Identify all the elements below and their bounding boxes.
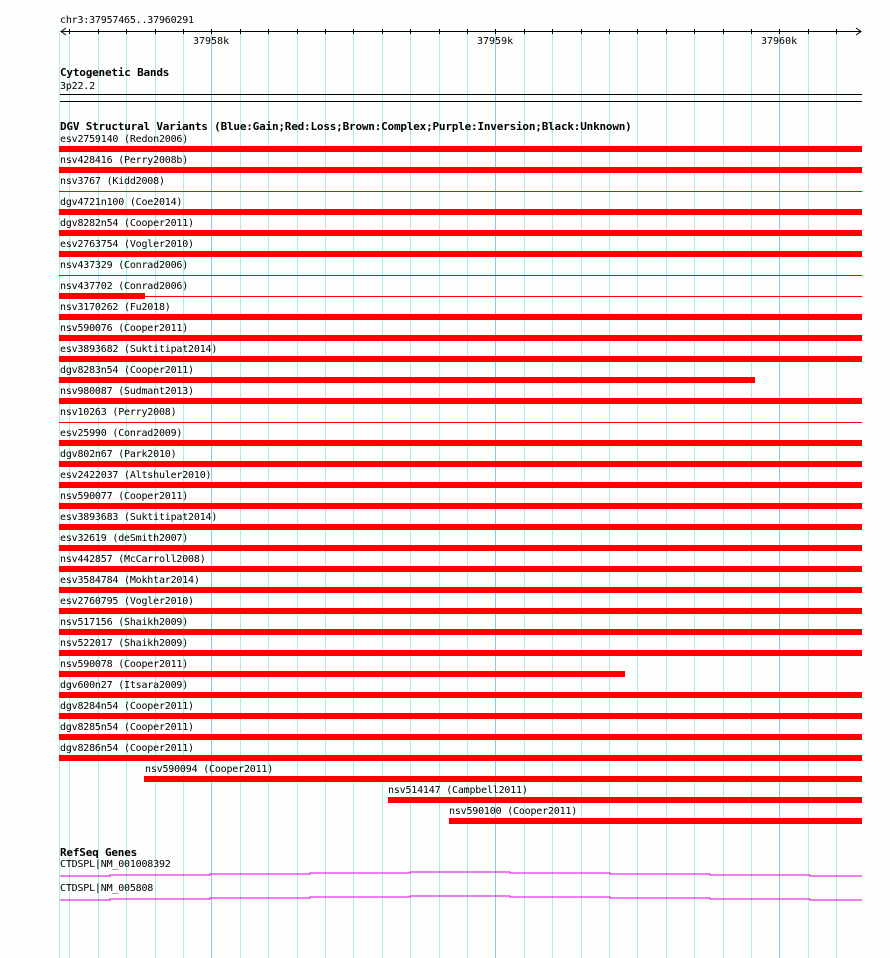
variant-bar[interactable] <box>388 797 862 803</box>
variant-bar[interactable] <box>59 209 862 215</box>
variant-line[interactable] <box>59 191 862 192</box>
variant-label[interactable]: nsv10263 (Perry2008) <box>60 407 177 418</box>
variant-bar[interactable] <box>59 587 862 593</box>
variant-label[interactable]: dgv8285n54 (Cooper2011) <box>60 722 194 733</box>
gene-label[interactable]: CTDSPL|NM_005808 <box>60 883 154 894</box>
variant-label[interactable]: nsv590077 (Cooper2011) <box>60 491 189 502</box>
cytoband-bar-bottom <box>60 101 862 102</box>
variant-bar[interactable] <box>59 461 862 467</box>
variant-bar[interactable] <box>59 713 862 719</box>
gene-model[interactable] <box>0 869 890 881</box>
variant-bar[interactable] <box>59 608 862 614</box>
gene-intron-line[interactable] <box>60 872 862 876</box>
variant-label[interactable]: esv32619 (deSmith2007) <box>60 533 189 544</box>
variant-label[interactable]: esv2760795 (Vogler2010) <box>60 596 194 607</box>
gene-label[interactable]: CTDSPL|NM_001008392 <box>60 859 171 870</box>
variant-bar[interactable] <box>59 629 862 635</box>
variant-label[interactable]: dgv4721n100 (Coe2014) <box>60 197 183 208</box>
variant-label[interactable]: nsv428416 (Perry2008b) <box>60 155 189 166</box>
variant-label[interactable]: esv3584784 (Mokhtar2014) <box>60 575 200 586</box>
variant-bar[interactable] <box>59 482 862 488</box>
variant-label[interactable]: nsv590076 (Cooper2011) <box>60 323 189 334</box>
variant-bar[interactable] <box>59 440 862 446</box>
refseq-track-title[interactable]: RefSeq Genes <box>60 846 138 859</box>
variant-bar[interactable] <box>59 734 862 740</box>
cytoband-bar-top <box>60 94 862 95</box>
variant-label[interactable]: nsv590100 (Cooper2011) <box>449 806 578 817</box>
variant-bar[interactable] <box>59 146 862 152</box>
variant-bar[interactable] <box>59 335 862 341</box>
variant-label[interactable]: nsv590078 (Cooper2011) <box>60 659 189 670</box>
location-label: chr3:37957465..37960291 <box>60 15 194 26</box>
ruler-label: 37959k <box>477 36 514 47</box>
variant-label[interactable]: nsv442857 (McCarroll2008) <box>60 554 206 565</box>
cytoband-track-title[interactable]: Cytogenetic Bands <box>60 66 170 79</box>
variant-bar[interactable] <box>59 524 862 530</box>
variant-bar[interactable] <box>59 377 755 383</box>
variant-label[interactable]: dgv8284n54 (Cooper2011) <box>60 701 194 712</box>
variant-label[interactable]: nsv980087 (Sudmant2013) <box>60 386 194 397</box>
ruler-label: 37960k <box>761 36 798 47</box>
variant-bar[interactable] <box>59 293 145 299</box>
variant-label[interactable]: nsv517156 (Shaikh2009) <box>60 617 189 628</box>
ruler[interactable] <box>0 0 890 60</box>
variant-bar[interactable] <box>449 818 862 824</box>
variant-label[interactable]: nsv3170262 (Fu2018) <box>60 302 171 313</box>
variant-label[interactable]: nsv522017 (Shaikh2009) <box>60 638 189 649</box>
variant-label[interactable]: esv2763754 (Vogler2010) <box>60 239 194 250</box>
variant-label[interactable]: esv25990 (Conrad2009) <box>60 428 183 439</box>
variant-line[interactable] <box>59 422 862 423</box>
variant-bar[interactable] <box>59 398 862 404</box>
variant-label[interactable]: esv3893683 (Suktitipat2014) <box>60 512 218 523</box>
variant-label[interactable]: dgv8283n54 (Cooper2011) <box>60 365 194 376</box>
variant-bar[interactable] <box>59 545 862 551</box>
variant-label[interactable]: nsv590094 (Cooper2011) <box>145 764 274 775</box>
variant-bar[interactable] <box>144 776 862 782</box>
variant-bar[interactable] <box>59 356 862 362</box>
variant-label[interactable]: nsv3767 (Kidd2008) <box>60 176 165 187</box>
variant-line[interactable] <box>59 296 862 297</box>
variant-bar[interactable] <box>59 167 862 173</box>
variant-label[interactable]: esv2422037 (Altshuler2010) <box>60 470 212 481</box>
variant-label[interactable]: esv3893682 (Suktitipat2014) <box>60 344 218 355</box>
variant-label[interactable]: nsv514147 (Campbell2011) <box>388 785 528 796</box>
cytoband-label: 3p22.2 <box>60 81 95 92</box>
gene-model[interactable] <box>0 893 890 905</box>
variant-label[interactable]: esv2759140 (Redon2006) <box>60 134 189 145</box>
variant-label[interactable]: nsv437329 (Conrad2006) <box>60 260 189 271</box>
variant-bar[interactable] <box>59 671 625 677</box>
variant-bar[interactable] <box>59 755 862 761</box>
variant-line[interactable] <box>59 275 862 276</box>
variant-bar[interactable] <box>59 650 862 656</box>
gene-intron-line[interactable] <box>60 896 862 900</box>
variant-bar[interactable] <box>59 314 862 320</box>
variant-label[interactable]: nsv437702 (Conrad2006) <box>60 281 189 292</box>
variant-label[interactable]: dgv802n67 (Park2010) <box>60 449 177 460</box>
variant-label[interactable]: dgv600n27 (Itsara2009) <box>60 680 189 691</box>
variant-bar[interactable] <box>59 692 862 698</box>
variant-bar[interactable] <box>59 251 862 257</box>
variant-bar[interactable] <box>59 503 862 509</box>
variant-label[interactable]: dgv8282n54 (Cooper2011) <box>60 218 194 229</box>
ruler-label: 37958k <box>193 36 230 47</box>
variant-bar[interactable] <box>59 230 862 236</box>
variant-label[interactable]: dgv8286n54 (Cooper2011) <box>60 743 194 754</box>
dgv-track-title[interactable]: DGV Structural Variants (Blue:Gain;Red:Loss;Brown:Complex;Purple:Inversion;Black:Unknown) <box>60 120 632 133</box>
variant-bar[interactable] <box>59 566 862 572</box>
